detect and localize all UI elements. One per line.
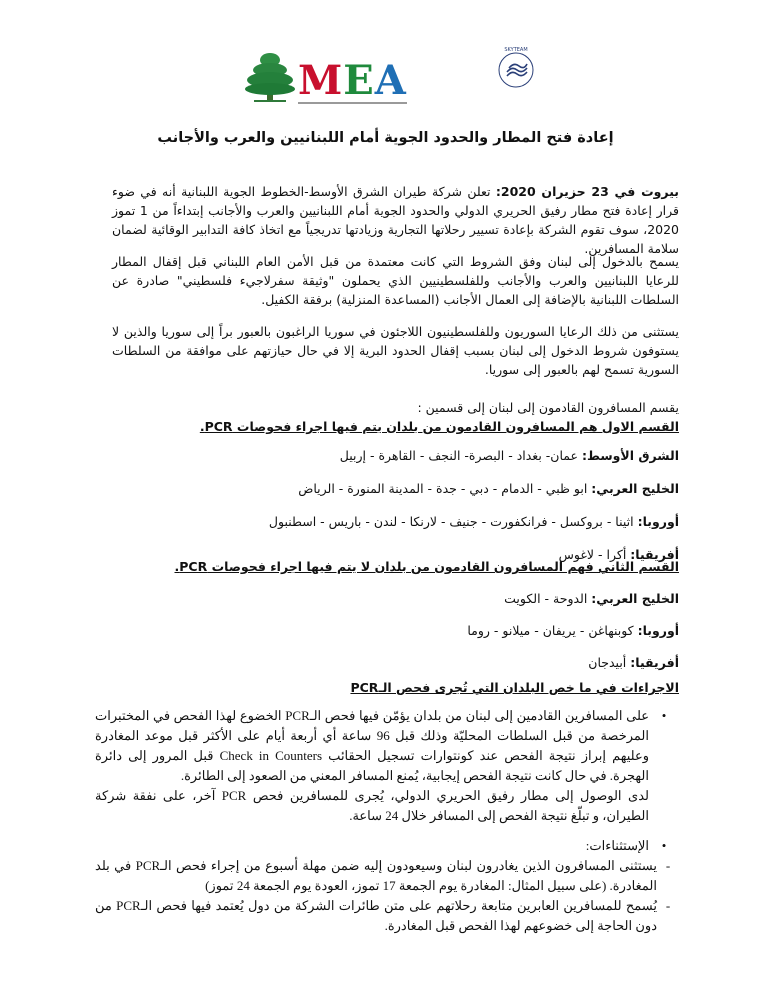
intro-paragraph [112,182,679,258]
section2-heading-block [112,557,679,576]
dash-icon: - [665,898,671,913]
region-label: أوروبا: [637,514,679,529]
section1-region-2 [112,479,679,498]
region-label: الشرق الأوسط: [581,448,679,463]
division-intro [112,398,679,436]
exceptions-list [95,836,679,936]
section1-heading: القسم الاول هم المسافرون القادمون من بلدان يتم فيها اجراء فحوصات PCR. [199,419,679,434]
skyteam-logo-icon [494,46,538,90]
bullet-icon: • [661,838,667,853]
section2-region-1 [112,589,679,608]
region-label: أفريقيا: [630,547,679,562]
logo-letter-e: E [343,57,375,104]
region-cities: الدوحة - الكويت [504,591,592,606]
section1-region-3 [112,512,679,531]
bullet-text: على المسافرين القادمين إلى لبنان من بلدان يؤمّن فيها فحص الـPCR الخضوع لهذا الفحص في المختبرات المرخصة من قبل السلطات المحليّة وذلك قبل 96 ساعة أي أربعة أيام على الأكثر قبل موعد المغادرة وعليهم إبراز نتيجة الفحص عند كونتوارات تسجيل الحقائب Check in Counters قبل المرور إلى دائرة الهجرة. في حال كانت نتيجة الفحص إيجابية، يُمنع المسافر المعني من الصعود إلى الطائرة. [95,708,650,783]
bullet-icon: • [661,708,667,723]
entry-conditions-paragraph [112,252,679,309]
mea-logo [244,47,528,104]
region-cities: كوبنهاغن - يريفان - ميلانو - روما [467,623,638,638]
dateline: بيروت في 23 حزيران 2020: [495,184,679,199]
region-label: الخليج العربي: [591,481,679,496]
dash-icon: - [665,858,671,873]
procedures-list [95,706,679,826]
page-title: إعادة فتح المطار والحدود الجوية أمام اللبنانيين والعرب والأجانب [157,130,614,146]
skyteam-label: SKYTEAM [504,47,528,53]
cedar-tree-icon [244,50,296,104]
exception-text: يستثنى المسافرون الذين يغادرون لبنان وسيعودون إليه ضمن مهلة أسبوع من إجراء فحص الـPCR في بلد المغادرة. (على سبيل المثال: المغادرة يوم الجمعة 17 تموز، العودة يوم الجمعة 24 تموز) [95,858,658,893]
division-intro-text: يقسم المسافرون القادمون إلى لبنان إلى قسمين : [417,400,679,415]
section2-heading: القسم الثاني فهم المسافرون القادمون من بلدان لا يتم فيها اجراء فحوصات PCR. [174,559,679,574]
region-label: الخليج العربي: [591,591,679,606]
logo-letter-m: M [298,57,344,104]
exclusions-paragraph [112,322,679,379]
intro-text: تعلن شركة طيران الشرق الأوسط-الخطوط الجوية اللبنانية أنه في ضوء قرار إعادة فتح مطار رفيق الحريري الدولي والحدود الجوية أمام اللبنانيين والعرب والأجانب إبتداءاً من 1 تموز 2020، سوف تقوم الشركة بإعادة تسيير رحلاتها التجارية وزيادتها تدريجياً مع اتخاذ كافة التدابير الوقائية لضمان سلامة المسافرين. [112,184,679,256]
exception-text: يُسمح للمسافرين العابرين متابعة رحلاتهم على متن طائرات الشركة من دول يُعتمد فيها فحص الـPCR من دون الحاجة إلى خضوعهم لهذا الفحص قبل المغادرة. [95,898,658,933]
exception-item [95,856,679,896]
region-cities: اثينا - بروكسل - فرانكفورت - جنيف - لارنكا - لندن - باريس - اسطنبول [268,514,638,529]
list-item [95,706,679,826]
section1-region-1 [112,446,679,465]
section2-region-3 [112,653,679,672]
region-label: أوروبا: [637,623,679,638]
region-cities: عمان- بغداد - البصرة- النجف - القاهرة - إربيل [339,448,582,463]
exception-item [95,896,679,936]
exceptions-label: الإستثناءات: [585,838,649,853]
procedures-heading: الاجراءات في ما خص البلدان التي تُجرى فحص الـPCR [350,680,679,695]
region-cities: أبيدجان [588,655,631,670]
list-item [95,836,679,856]
section2-region-2 [112,621,679,640]
mea-wordmark [298,57,407,104]
logo-letter-a: A [374,57,407,104]
entry-conditions-text: يسمح بالدخول إلى لبنان وفق الشروط التي كانت معتمدة من قبل الأمن العام اللبناني قبل إقفال المطار للرعايا اللبنانيين والعرب والأجانب وللفلسطينيين الذي يحملون "وثيقة سفرلاجيء فلسطيني" صادرة عن السلطات اللبنانية بالإضافة إلى العمال الأجانب (المساعدة المنزلية) برفقة الكفيل. [112,254,679,307]
region-cities: ابو ظبي - الدمام - دبي - جدة - المدينة المنورة - الرياض [298,481,592,496]
procedures-heading-block [112,678,679,697]
region-label: أفريقيا: [630,655,679,670]
bullet-continuation: لدى الوصول إلى مطار رفيق الحريري الدولي، يُجرى للمسافرين فحص PCR آخر، على نفقة شركة الطيران، و تبلّغ نتيجة الفحص إلى المسافر خلال 24 ساعة. [95,788,649,823]
exclusions-text: يستثنى من ذلك الرعايا السوريون وللفلسطينيون اللاجئون في سوريا الراغبون بالعبور براً إلى سوريا والذين لا يستوفون شروط الدخول إلى لبنان بسبب إقفال الحدود البرية إلا في حال حيازتهم على موافقة من السلطات السورية تسمح لهم بالعبور إلى سوريا. [112,324,679,377]
region-cities: أكرا - لاغوس [558,547,631,562]
